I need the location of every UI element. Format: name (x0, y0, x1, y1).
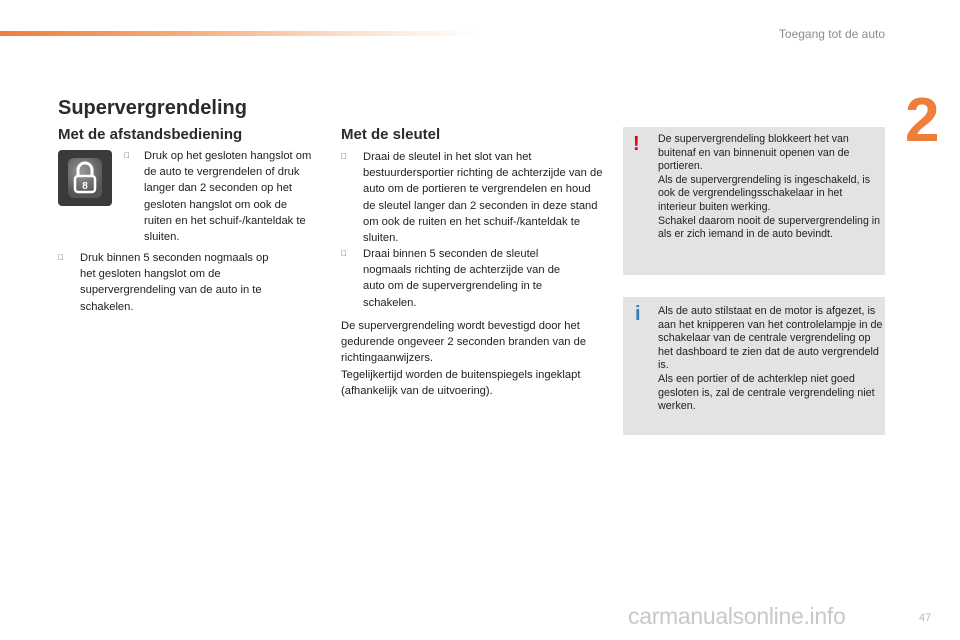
header-accent-bar (0, 31, 480, 36)
heading-remote: Met de afstandsbediening (58, 126, 243, 143)
page-number: 47 (919, 612, 932, 624)
warning-box (623, 127, 885, 275)
svg-text:8: 8 (82, 181, 88, 192)
key-bullet-2-text: Draai binnen 5 seconden de sleutel nogmaals richting de achterzijde van de auto om de supervergrendeling in te schakelen. (363, 248, 561, 309)
info-box (623, 297, 885, 435)
watermark: carmanualsonline.info (628, 603, 846, 629)
info-text: Als de auto stilstaat en de motor is afgezet, is aan het knipperen van het controlelampje in de schakelaar van de centrale vergrendeling op het dashboard te zien dat de auto vergrendeld is. Als een portier of de achterklep niet goed gesloten is, zal de centrale vergrendeling niet werken. (658, 305, 883, 413)
chapter-number: 2 (905, 86, 940, 155)
warning-text: De supervergrendeling blokkeert het van buitenaf en van binnenuit openen van de portieren. Als de supervergrendeling is ingeschakeld, is ook de vergrendelingsschakelaar in het interieur buiten werking. Schakel daarom nooit de supervergrendeling in als er zich iemand in de auto bevindt. (658, 133, 881, 241)
bullet-icon (341, 149, 347, 165)
keyfob-lock-button-icon (58, 150, 112, 206)
bullet-icon (341, 246, 347, 262)
warning-exclamation-icon: ! (633, 133, 640, 155)
info-icon: i (635, 303, 641, 325)
remote-bullet-1-text: Druk op het gesloten hangslot om de auto te vergrendelen of druk langer dan 2 seconden op het gesloten hangslot om ook de ruiten en het schuif-/kanteldak te sluiten. (144, 150, 312, 244)
page-title: Supervergrendeling (58, 97, 247, 119)
key-bullet-1-text: Draai de sleutel in het slot van het bestuurdersportier richting de achterzijde van de auto om de portieren te vergrendelen en houd de sleutel langer dan 2 seconden in deze stand om ook de ruiten en het schuif-/kanteldak te sluiten. (363, 151, 603, 245)
bullet-icon (124, 148, 130, 164)
section-label: Toegang tot de auto (778, 27, 885, 41)
key-confirmation-paragraph: De supervergrendeling wordt bevestigd door het gedurende ongeveer 2 seconden branden van de richtingaanwijzers. Tegelijkertijd worden de buitenspiegels ingeklapt (afhankelijk van de uitvoering). (341, 320, 587, 397)
remote-bullet-2-text: Druk binnen 5 seconden nogmaals op het gesloten hangslot om de supervergrendeling van de auto in te schakelen. (80, 252, 269, 313)
heading-key: Met de sleutel (341, 126, 441, 143)
bullet-icon (58, 250, 64, 266)
